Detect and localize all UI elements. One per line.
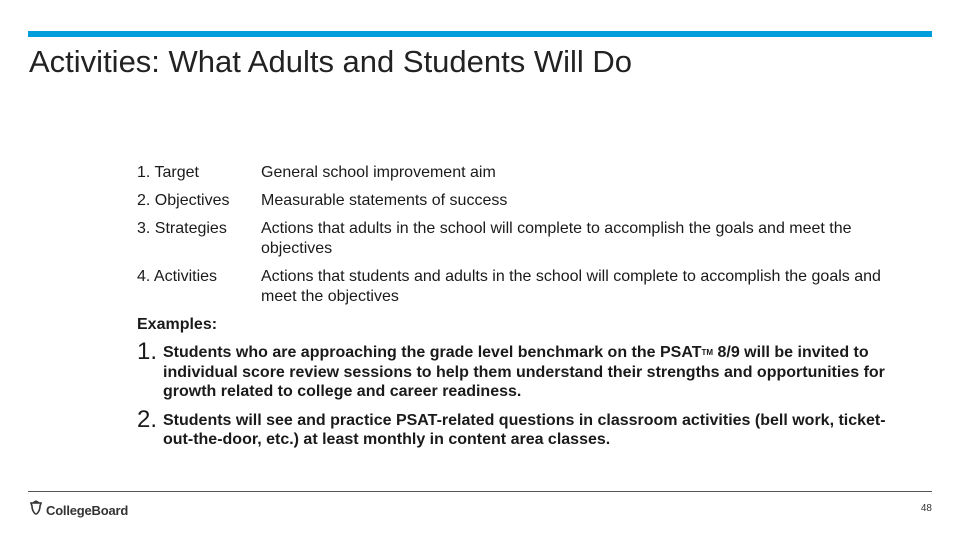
acorn-icon — [29, 500, 43, 520]
example-text-before: Students who are approaching the grade level benchmark on the PSAT — [163, 344, 702, 361]
slide-title: Activities: What Adults and Students Will Do — [29, 44, 633, 79]
footer-divider — [28, 491, 932, 492]
definition-term: 4. Activities — [137, 268, 218, 285]
definition-term: 2. Objectives — [137, 192, 230, 209]
trademark-mark: TM — [701, 348, 714, 357]
example-item — [137, 340, 897, 402]
definition-term: 1. Target — [137, 164, 199, 181]
example-number: 1. — [137, 338, 158, 365]
examples-list — [137, 340, 897, 450]
example-item — [137, 405, 897, 450]
page-number: 48 — [920, 503, 932, 514]
example-text — [163, 340, 897, 402]
definition-row — [137, 267, 897, 307]
top-accent-bar — [28, 31, 932, 37]
example-text-after: 8/9 will be invited to individual score review sessions to help them understand their strengths and opportunities for growth related to college and career readiness. — [163, 344, 885, 400]
definitions-table — [137, 163, 897, 307]
definition-description: Measurable statements of success — [261, 192, 508, 209]
logo-text: CollegeBoard — [46, 502, 129, 518]
example-number: 2. — [137, 405, 158, 433]
definition-term: 3. Strategies — [137, 220, 227, 237]
college-board-logo — [29, 500, 128, 520]
definition-row — [137, 191, 897, 211]
examples-label: Examples: — [137, 316, 218, 333]
definition-row — [137, 163, 897, 183]
definition-description: Actions that adults in the school will complete to accomplish the goals and meet the objectives — [261, 220, 852, 257]
definition-row — [137, 219, 897, 259]
definition-description: Actions that students and adults in the school will complete to accomplish the goals and meet the objectives — [261, 268, 881, 305]
definition-description: General school improvement aim — [261, 164, 496, 181]
example-text: Students will see and practice PSAT-related questions in classroom activities (bell work, ticket-out-the-door, etc.) at least monthly in content area classes. — [163, 411, 886, 448]
